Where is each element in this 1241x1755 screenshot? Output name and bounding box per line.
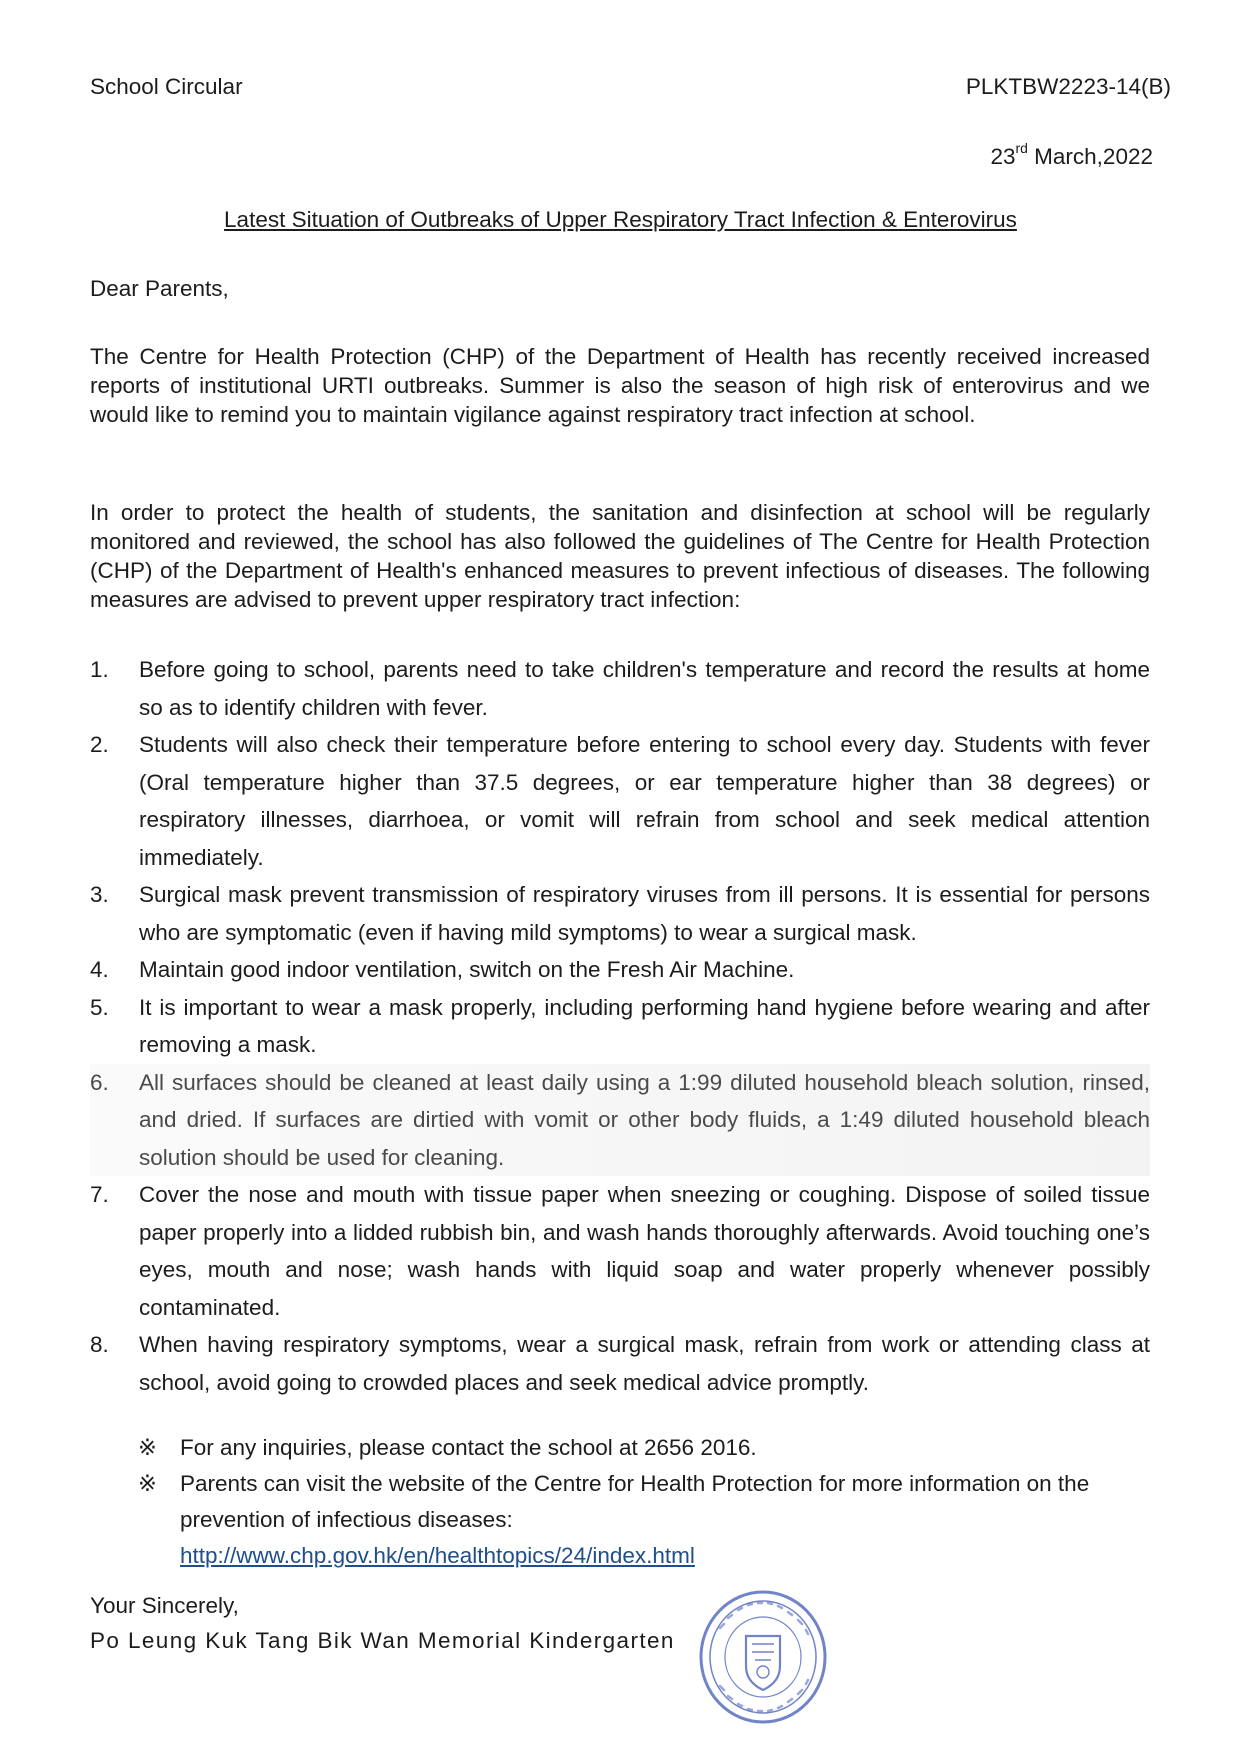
reference-mark-icon: ※ bbox=[138, 1435, 157, 1460]
measure-number: 7. bbox=[90, 1182, 109, 1207]
measure-number: 8. bbox=[90, 1332, 109, 1357]
measure-number: 1. bbox=[90, 657, 109, 682]
circular-date bbox=[990, 140, 1153, 170]
date-month-year: March,2022 bbox=[1027, 144, 1153, 169]
reference-number: PLKTBW2223-14(B) bbox=[965, 74, 1171, 99]
measure-number: 4. bbox=[90, 957, 109, 982]
circular-title: Latest Situation of Outbreaks of Upper Respiratory Tract Infection & Enterovirus bbox=[224, 207, 1017, 232]
inquiry-note bbox=[138, 1430, 1150, 1466]
measure-text: Before going to school, parents need to take children's temperature and record the results at home so as to identify children with fever. bbox=[139, 657, 1150, 720]
measure-item bbox=[90, 1064, 1150, 1177]
website-text: Parents can visit the website of the Centre for Health Protection for more information on the prevention of infectious diseases: bbox=[180, 1471, 1090, 1532]
measure-item bbox=[90, 726, 1150, 876]
notes-section bbox=[138, 1430, 1150, 1574]
measure-item bbox=[90, 951, 1150, 989]
measure-number: 2. bbox=[90, 732, 109, 757]
measure-text: Maintain good indoor ventilation, switch on the Fresh Air Machine. bbox=[139, 957, 795, 982]
chp-website-link[interactable]: http://www.chp.gov.hk/en/healthtopics/24/index.html bbox=[180, 1543, 695, 1568]
measure-number: 3. bbox=[90, 882, 109, 907]
website-note bbox=[138, 1466, 1150, 1574]
measures-intro-paragraph: In order to protect the health of students, the sanitation and disinfection at school will be regularly monitored and reviewed, the school has also followed the guidelines of The Centre for Health Protection (CHP) of the Department of Health's enhanced measures to prevent infectious of diseases. The following measures are advised to prevent upper respiratory tract infection: bbox=[90, 500, 1150, 612]
measure-text: Cover the nose and mouth with tissue paper when sneezing or coughing. Dispose of soiled tissue paper properly into a lidded rubbish bin, and wash hands thoroughly afterwards. Avoid touching one’s eyes, mouth and nose; wash hands with liquid soap and water properly whenever possibly contaminated. bbox=[139, 1182, 1150, 1320]
measure-item bbox=[90, 651, 1150, 726]
signature: Po Leung Kuk Tang Bik Wan Memorial Kindergarten bbox=[90, 1628, 675, 1653]
intro-paragraph: The Centre for Health Protection (CHP) of the Department of Health has recently received increased reports of institutional URTI outbreaks. Summer is also the season of high risk of enterovirus and we would like to remind you to maintain vigilance against respiratory tract infection at school. bbox=[90, 344, 1150, 427]
school-seal-stamp bbox=[698, 1588, 828, 1726]
measure-number: 6. bbox=[90, 1069, 109, 1095]
date-day: 23 bbox=[990, 144, 1016, 169]
measure-number: 5. bbox=[90, 994, 109, 1020]
measure-item bbox=[90, 1326, 1150, 1401]
date-ordinal-suffix: rd bbox=[1015, 140, 1028, 156]
seal-icon bbox=[698, 1588, 828, 1726]
measure-item bbox=[90, 1176, 1150, 1326]
measure-text: Students will also check their temperature before entering to school every day. Students with fever (Oral temperature higher than 37.5 degrees, or ear temperature higher than 38 degrees) or respiratory illnesses, diarrhoea, or vomit will refrain from school and seek medical attention immediately. bbox=[139, 732, 1150, 870]
measure-text: It is important to wear a mask properly, including performing hand hygiene before wearing and after removing a mask. bbox=[139, 994, 1150, 1057]
measure-text: Surgical mask prevent transmission of respiratory viruses from ill persons. It is essential for persons who are symptomatic (even if having mild symptoms) to wear a surgical mask. bbox=[139, 882, 1150, 945]
measures-list bbox=[90, 651, 1150, 1401]
measure-item bbox=[90, 876, 1150, 951]
closing: Your Sincerely, bbox=[90, 1593, 239, 1618]
reference-mark-icon: ※ bbox=[138, 1471, 157, 1496]
salutation: Dear Parents, bbox=[90, 276, 229, 301]
measure-text: All surfaces should be cleaned at least daily using a 1:99 diluted household bleach solution, rinsed, and dried. If surfaces are dirtied with vomit or other body fluids, a 1:49 diluted household bleach solution should be used for cleaning. bbox=[139, 1069, 1150, 1170]
measure-item bbox=[90, 989, 1150, 1064]
measure-text: When having respiratory symptoms, wear a surgical mask, refrain from work or attending class at school, avoid going to crowded places and seek medical advice promptly. bbox=[139, 1332, 1150, 1395]
circular-label: School Circular bbox=[90, 74, 243, 99]
inquiry-text: For any inquiries, please contact the school at 2656 2016. bbox=[180, 1435, 757, 1460]
